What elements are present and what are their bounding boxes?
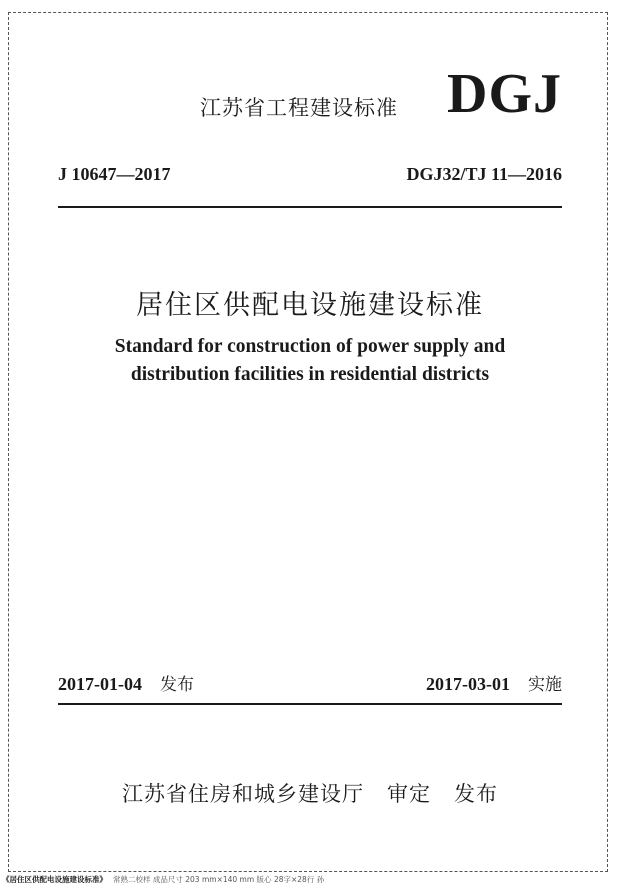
local-standard-code: DGJ32/TJ 11—2016	[406, 164, 562, 184]
english-title-line-1: Standard for construction of power supply and	[114, 336, 506, 357]
issue-label: 发布	[160, 675, 194, 695]
footer-print-info: 常熟二校样 成品尺寸 203 mm×140 mm 版心 28字×28行 孙	[113, 875, 325, 884]
english-title-line-2: distribution facilities in residential districts	[130, 364, 490, 385]
national-record-code: J 10647—2017	[58, 164, 171, 184]
bottom-divider	[58, 703, 562, 705]
chinese-title: 居住区供配电设施建设标准	[136, 290, 484, 321]
publisher-line: 江苏省住房和城乡建设厅 审定 发布	[121, 782, 499, 806]
effective-label: 实施	[528, 675, 562, 695]
dgj-logo: DGJ	[447, 63, 562, 125]
top-divider	[58, 206, 562, 208]
effective-info	[426, 670, 562, 695]
footer-book-title: 《居住区供配电设施建设标准》	[2, 875, 107, 884]
effective-date: 2017-03-01	[426, 674, 510, 694]
issue-info	[58, 670, 194, 695]
series-title: 江苏省工程建设标准	[200, 96, 398, 120]
issue-date: 2017-01-04	[58, 674, 142, 694]
print-footer	[2, 874, 324, 885]
page-border	[8, 12, 608, 872]
